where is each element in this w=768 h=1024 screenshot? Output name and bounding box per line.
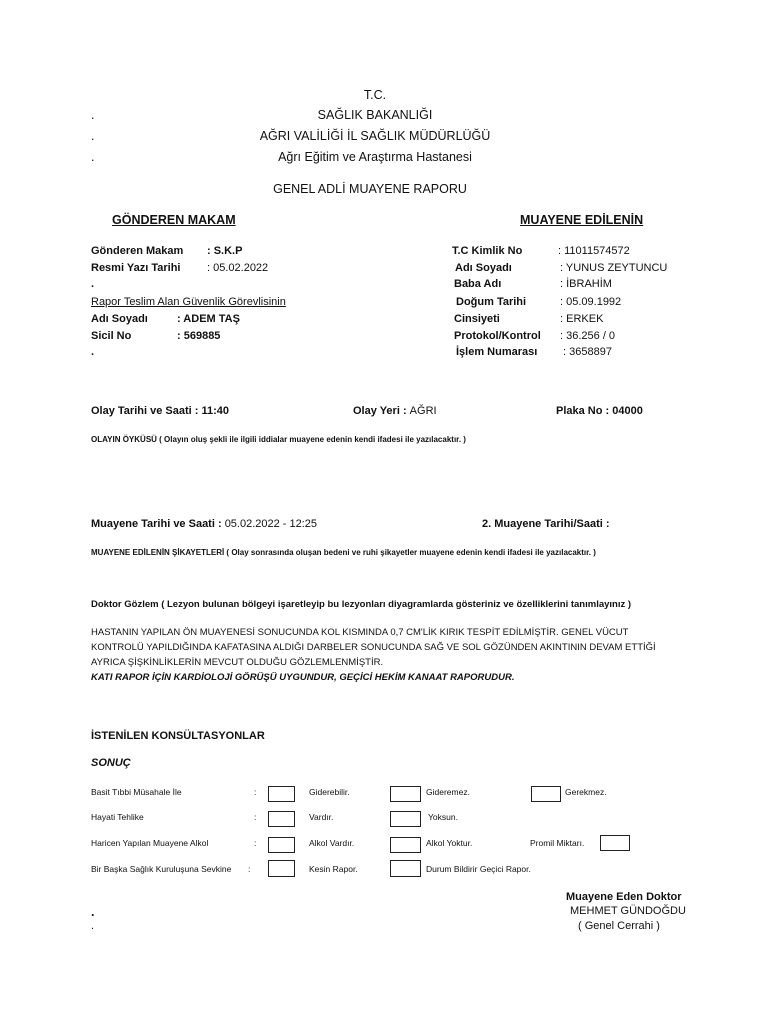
father-value: : İBRAHİM bbox=[560, 278, 612, 290]
checkbox-alkol-yoktur[interactable] bbox=[390, 837, 421, 853]
exam-datetime bbox=[91, 518, 317, 530]
row1-opt1: Giderebilir. bbox=[309, 787, 350, 797]
officer-sicil-value: : 569885 bbox=[177, 330, 221, 342]
row2-colon: : bbox=[254, 812, 257, 822]
sender-value: : S.K.P bbox=[207, 245, 243, 257]
row3-label: Haricen Yapılan Muayene Alkol bbox=[91, 838, 209, 848]
gender-value: : ERKEK bbox=[560, 313, 604, 325]
header-tc: T.C. bbox=[363, 88, 387, 102]
checkbox-kesin-rapor[interactable] bbox=[268, 860, 295, 877]
row3-opt1: Alkol Vardır. bbox=[309, 838, 355, 848]
header-dot-2: . bbox=[91, 129, 95, 143]
row1-colon: : bbox=[254, 787, 257, 797]
second-exam-label: 2. Muayene Tarihi/Saati : bbox=[482, 518, 610, 530]
incident-story: OLAYIN ÖYKÜSÜ ( Olayın oluş şekli ile ilgili iddialar muayene edenin kendi ifadesi ile yazılacaktır. ) bbox=[91, 435, 466, 444]
official-date-value: : 05.02.2022 bbox=[207, 262, 269, 274]
finding-line-4: KATI RAPOR İÇİN KARDİOLOJİ GÖRÜŞÜ UYGUNDUR, GEÇİCİ HEKİM KANAAT RAPORUDUR. bbox=[91, 672, 515, 683]
consult-heading: İSTENİLEN KONSÜLTASYONLAR bbox=[91, 730, 265, 742]
report-title: GENEL ADLİ MUAYENE RAPORU bbox=[273, 182, 467, 196]
row4-opt2: Durum Bildirir Geçici Rapor. bbox=[426, 864, 531, 874]
result-heading: SONUÇ bbox=[91, 757, 131, 769]
row2-opt1: Vardır. bbox=[309, 812, 334, 822]
doctor-specialty: ( Genel Cerrahi ) bbox=[578, 920, 660, 932]
tc-label: T.C Kimlik No bbox=[452, 245, 523, 257]
protocol-label: Protokol/Kontrol bbox=[454, 330, 541, 342]
row3-opt3: Promil Miktarı. bbox=[530, 838, 585, 848]
checkbox-yoksun[interactable] bbox=[390, 811, 421, 827]
header-dot-1: . bbox=[91, 108, 95, 122]
process-label: İşlem Numarası bbox=[456, 346, 538, 358]
promil-input[interactable] bbox=[600, 835, 630, 851]
row3-colon: : bbox=[254, 838, 257, 848]
doctor-name: MEHMET GÜNDOĞDU bbox=[570, 905, 686, 917]
exam-datetime-value: 05.02.2022 - 12:25 bbox=[224, 518, 318, 530]
row2-opt2: Yoksun. bbox=[428, 812, 458, 822]
plate-number: Plaka No : 04000 bbox=[556, 405, 643, 417]
left-dot-2: . bbox=[91, 346, 95, 358]
finding-line-3: AYRICA ŞİŞKİNLİKLERİN MEVCUT OLDUĞU GÖZLEMLENMİŞTİR. bbox=[91, 657, 384, 668]
row1-label: Basit Tıbbi Müsahale İle bbox=[91, 787, 182, 797]
signature-title: Muayene Eden Doktor bbox=[566, 891, 682, 903]
signature-dot-2: . bbox=[91, 920, 95, 932]
sender-label: Gönderen Makam bbox=[91, 245, 184, 257]
row2-label: Hayati Tehlike bbox=[91, 812, 144, 822]
checkbox-gideremez[interactable] bbox=[390, 786, 421, 802]
checkbox-vardir[interactable] bbox=[268, 811, 295, 827]
header-directorate: AĞRI VALİLİĞİ İL SAĞLIK MÜDÜRLÜĞÜ bbox=[259, 129, 491, 143]
checkbox-gerekmez[interactable] bbox=[531, 786, 561, 802]
header-ministry: SAĞLIK BAKANLIĞI bbox=[317, 108, 433, 122]
incident-datetime: Olay Tarihi ve Saati : 11:40 bbox=[91, 405, 229, 417]
incident-place bbox=[353, 405, 437, 417]
officer-name-label: Adı Soyadı bbox=[91, 313, 148, 325]
signature-dot-1: . bbox=[91, 905, 95, 919]
father-label: Baba Adı bbox=[454, 278, 502, 290]
checkbox-gecici-rapor[interactable] bbox=[390, 860, 421, 877]
row1-opt3: Gerekmez. bbox=[565, 787, 607, 797]
gender-label: Cinsiyeti bbox=[454, 313, 500, 325]
officer-sicil-label: Sicil No bbox=[91, 330, 132, 342]
finding-line-2: KONTROLÜ YAPILDIĞINDA KAFATASINA ALDIĞI DARBELER SONUCUNDA SAĞ VE SOL GÖZÜNDEN AKINTININ DEVAM ETTİĞİ bbox=[91, 642, 656, 653]
doctor-observation: Doktor Gözlem ( Lezyon bulunan bölgeyi işaretleyip bu lezyonları diyagramlarda gösteriniz ve özelliklerini tanımlayınız ) bbox=[91, 599, 632, 610]
checkbox-alkol-vardir[interactable] bbox=[268, 837, 295, 853]
birth-value: : 05.09.1992 bbox=[560, 296, 622, 308]
exam-datetime-label: Muayene Tarihi ve Saati : bbox=[91, 518, 225, 530]
left-dot: . bbox=[91, 278, 95, 290]
birth-label: Doğum Tarihi bbox=[456, 296, 527, 308]
patient-name-value: : YUNUS ZEYTUNCU bbox=[560, 262, 668, 274]
row4-label: Bir Başka Sağlık Kuruluşuna Sevkine bbox=[91, 864, 232, 874]
officer-heading: Rapor Teslim Alan Güvenlik Görevlisinin bbox=[91, 296, 286, 308]
row4-colon: : bbox=[248, 864, 251, 874]
patient-name-label: Adı Soyadı bbox=[455, 262, 512, 274]
finding-line-1: HASTANIN YAPILAN ÖN MUAYENESİ SONUCUNDA KOL KISMINDA 0,7 CM'LİK KIRIK TESPİT EDİLMİŞTİR. GENEL VÜCUT bbox=[91, 627, 629, 638]
complaints: MUAYENE EDİLENİN ŞİKAYETLERİ ( Olay sonrasında oluşan bedeni ve ruhi şikayetler muayene edenin kendi ifadesi ile yazılacaktır. ) bbox=[91, 548, 596, 557]
row4-opt1: Kesin Rapor. bbox=[309, 864, 358, 874]
tc-value: : 11011574572 bbox=[558, 245, 630, 257]
header-hospital: Ağrı Eğitim ve Araştırma Hastanesi bbox=[278, 150, 472, 164]
checkbox-giderebilir[interactable] bbox=[268, 786, 295, 802]
examined-heading: MUAYENE EDİLENİN bbox=[520, 213, 644, 227]
row1-opt2: Gideremez. bbox=[426, 787, 470, 797]
sender-heading: GÖNDEREN MAKAM bbox=[112, 213, 236, 227]
incident-place-label: Olay Yeri : bbox=[353, 405, 410, 417]
incident-place-value: AĞRI bbox=[409, 405, 437, 417]
row3-opt2: Alkol Yoktur. bbox=[426, 838, 473, 848]
header-dot-3: . bbox=[91, 150, 95, 164]
officer-name-value: : ADEM TAŞ bbox=[177, 313, 240, 325]
protocol-value: : 36.256 / 0 bbox=[560, 330, 616, 342]
process-value: : 3658897 bbox=[563, 346, 612, 358]
official-date-label: Resmi Yazı Tarihi bbox=[91, 262, 181, 274]
